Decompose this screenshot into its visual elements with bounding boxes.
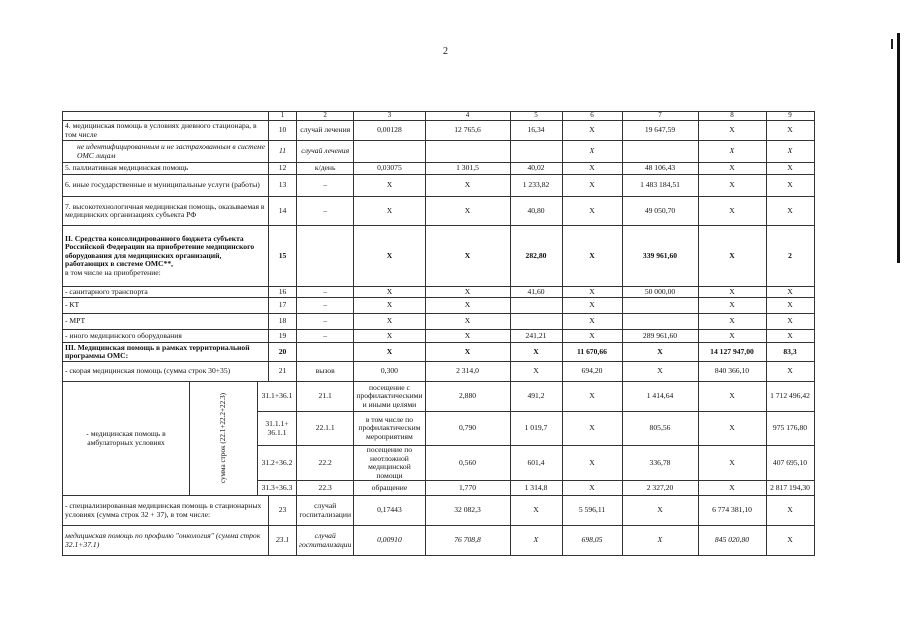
- cell: 6 774 381,10: [698, 496, 766, 526]
- vertical-sum-label: [190, 382, 258, 496]
- cell: 31.1+36.1: [258, 382, 297, 412]
- cell: X: [698, 197, 766, 226]
- cell: 2 817 194,30: [766, 481, 814, 496]
- cell: X: [698, 141, 766, 163]
- table-row: [63, 496, 815, 526]
- header-cell: 7: [622, 112, 698, 121]
- cell: 1 712 496,42: [766, 382, 814, 412]
- cell: X: [766, 175, 814, 197]
- cell: 21.1: [297, 382, 354, 412]
- cell: 10: [269, 121, 297, 141]
- row-name: - МРТ: [63, 314, 269, 330]
- row-name: - КТ: [63, 298, 269, 314]
- cell: 16: [269, 287, 297, 298]
- cell: X: [562, 481, 622, 496]
- row-name: [63, 226, 269, 287]
- header-cell-name: [63, 112, 269, 121]
- cell: посещение с профилактическими и иными целями: [354, 382, 425, 412]
- cell: X: [698, 412, 766, 446]
- cell: X: [698, 121, 766, 141]
- cell: X: [354, 226, 425, 287]
- table-row: [63, 362, 815, 382]
- table-row: [63, 330, 815, 343]
- table-row: [63, 343, 815, 362]
- cell: 49 050,70: [622, 197, 698, 226]
- header-row: [63, 112, 815, 121]
- cell: [622, 141, 698, 163]
- row-name: - специализированная медицинская помощь в стационарных условиях (сумма строк 32 + 37), в том числе:: [63, 496, 269, 526]
- table-row: [63, 382, 815, 412]
- cell: 0,00910: [354, 526, 425, 556]
- table-row: [63, 163, 815, 175]
- row-name: - иного медицинского оборудования: [63, 330, 269, 343]
- table-row: [63, 175, 815, 197]
- cell: случай госпитализации: [297, 526, 354, 556]
- cell: X: [698, 446, 766, 481]
- cell: обращение: [354, 481, 425, 496]
- cell: 1 301,5: [425, 163, 510, 175]
- cell: X: [766, 362, 814, 382]
- cell: –: [297, 314, 354, 330]
- cell: 694,20: [562, 362, 622, 382]
- cell: 241,21: [510, 330, 562, 343]
- table-row: [63, 287, 815, 298]
- cell: посещение по неотложной медицинской помощи: [354, 446, 425, 481]
- cell: 23.1: [269, 526, 297, 556]
- cell: X: [766, 121, 814, 141]
- scan-edge-mark: [897, 33, 900, 263]
- cell: [425, 141, 510, 163]
- cell: 15: [269, 226, 297, 287]
- cell: X: [562, 412, 622, 446]
- section-subtitle: в том числе на приобретение:: [65, 267, 161, 277]
- row-name: 5. паллиативная медицинская помощь: [63, 163, 269, 175]
- cell: X: [562, 197, 622, 226]
- header-cell: 5: [510, 112, 562, 121]
- cell: 845 020,80: [698, 526, 766, 556]
- cell: 282,80: [510, 226, 562, 287]
- cell: 14 127 947,00: [698, 343, 766, 362]
- cell: X: [698, 481, 766, 496]
- cell: 83,3: [766, 343, 814, 362]
- cell: 19 647,59: [622, 121, 698, 141]
- cell: X: [425, 197, 510, 226]
- cell: –: [297, 298, 354, 314]
- header-cell: 4: [425, 112, 510, 121]
- cell: X: [622, 496, 698, 526]
- cell: X: [766, 314, 814, 330]
- cell: 407 695,10: [766, 446, 814, 481]
- cell: 2 327,20: [622, 481, 698, 496]
- cell: X: [622, 343, 698, 362]
- table-row: [63, 314, 815, 330]
- header-cell: 9: [766, 112, 814, 121]
- cell: 41,60: [510, 287, 562, 298]
- cell: 12 765,6: [425, 121, 510, 141]
- cell: 698,05: [562, 526, 622, 556]
- cell: X: [766, 287, 814, 298]
- cell: X: [766, 141, 814, 163]
- cell: X: [354, 287, 425, 298]
- row-name: - санитарного транспорта: [63, 287, 269, 298]
- cell: 32 082,3: [425, 496, 510, 526]
- cell: к/день: [297, 163, 354, 175]
- cell: X: [510, 343, 562, 362]
- cell: X: [425, 343, 510, 362]
- cell: X: [698, 163, 766, 175]
- cell: X: [698, 382, 766, 412]
- cell: 48 106,43: [622, 163, 698, 175]
- cell: 50 000,00: [622, 287, 698, 298]
- cell: 975 176,80: [766, 412, 814, 446]
- cell: 31.3+36.3: [258, 481, 297, 496]
- cell: 0,00128: [354, 121, 425, 141]
- cell: [297, 343, 354, 362]
- cell: 1 414,64: [622, 382, 698, 412]
- cell: [510, 141, 562, 163]
- page-number: 2: [443, 46, 448, 57]
- cell: X: [562, 314, 622, 330]
- table-row: [63, 526, 815, 556]
- cell: X: [425, 314, 510, 330]
- cell: 20: [269, 343, 297, 362]
- cell: X: [622, 526, 698, 556]
- cell: 0,790: [425, 412, 510, 446]
- table-row: [63, 197, 815, 226]
- cell: 491,2: [510, 382, 562, 412]
- cell: 336,78: [622, 446, 698, 481]
- cell: X: [562, 382, 622, 412]
- vertical-sum-text: сумма строк (22.1+22.2+22.3): [219, 393, 228, 484]
- cell: случай лечения: [297, 121, 354, 141]
- cell: X: [562, 298, 622, 314]
- cell: 40,02: [510, 163, 562, 175]
- cell: 289 961,60: [622, 330, 698, 343]
- cell: 0,560: [425, 446, 510, 481]
- cell: X: [562, 141, 622, 163]
- cell: X: [354, 298, 425, 314]
- cell: 2,880: [425, 382, 510, 412]
- cell: X: [698, 298, 766, 314]
- header-cell: 2: [297, 112, 354, 121]
- cell: 22.2: [297, 446, 354, 481]
- cell: 2 314,0: [425, 362, 510, 382]
- cell: X: [562, 287, 622, 298]
- cell: 1 314,8: [510, 481, 562, 496]
- cell: X: [425, 287, 510, 298]
- cell: [510, 314, 562, 330]
- cell: X: [562, 226, 622, 287]
- cell: X: [354, 175, 425, 197]
- cell: 0,03075: [354, 163, 425, 175]
- cell: 339 961,60: [622, 226, 698, 287]
- section-title: II. Средства консолидированного бюджета субъекта Российской Федерации на приобретение медицинского оборудования для медицинских организаций, работающих в системе ОМС**,: [65, 233, 255, 269]
- scan-edge-tick: [891, 39, 893, 49]
- row-name: 6. иные государственные и муниципальные услуги (работы): [63, 175, 269, 197]
- cell: 23: [269, 496, 297, 526]
- cell: 805,56: [622, 412, 698, 446]
- cell: –: [297, 197, 354, 226]
- cell: 22.1.1: [297, 412, 354, 446]
- cell: X: [766, 496, 814, 526]
- row-name: медицинская помощь по профилю "онкология" (сумма строк 32.1+37.1): [63, 526, 269, 556]
- cell: 11: [269, 141, 297, 163]
- cell: 2: [766, 226, 814, 287]
- cell: X: [562, 330, 622, 343]
- row-name: - медицинская помощь в амбулаторных условиях: [63, 382, 190, 496]
- cell: 14: [269, 197, 297, 226]
- cell: 12: [269, 163, 297, 175]
- cell: 76 708,8: [425, 526, 510, 556]
- cell: X: [562, 175, 622, 197]
- cell: в том числе по профилактическим мероприятиям: [354, 412, 425, 446]
- cell: X: [698, 175, 766, 197]
- row-name: 4. медицинская помощь в условиях дневного стационара, в том числе: [63, 121, 269, 141]
- cell: 840 366,10: [698, 362, 766, 382]
- cell: X: [354, 330, 425, 343]
- cell: [622, 298, 698, 314]
- cell: X: [425, 175, 510, 197]
- cell: X: [425, 298, 510, 314]
- cell: X: [766, 197, 814, 226]
- cell: X: [698, 226, 766, 287]
- cell: 18: [269, 314, 297, 330]
- header-cell: 6: [562, 112, 622, 121]
- cell: 11 670,66: [562, 343, 622, 362]
- cell: X: [698, 287, 766, 298]
- cell: X: [698, 314, 766, 330]
- cell: 21: [269, 362, 297, 382]
- cell: случай госпитализации: [297, 496, 354, 526]
- table-row: [63, 121, 815, 141]
- cell: [354, 141, 425, 163]
- cell: 22.3: [297, 481, 354, 496]
- cell: 0,17443: [354, 496, 425, 526]
- cell: 31.1.1+ 36.1.1: [258, 412, 297, 446]
- cell: [622, 314, 698, 330]
- table-row: [63, 298, 815, 314]
- cell: вызов: [297, 362, 354, 382]
- table-row: [63, 226, 815, 287]
- cell: X: [354, 197, 425, 226]
- cell: X: [698, 330, 766, 343]
- cell: –: [297, 330, 354, 343]
- cell: 16,34: [510, 121, 562, 141]
- cell: X: [766, 526, 814, 556]
- cell: 0,300: [354, 362, 425, 382]
- row-name: III. Медицинская помощь в рамках территориальной программы ОМС:: [63, 343, 269, 362]
- cell: –: [297, 287, 354, 298]
- cell: 1,770: [425, 481, 510, 496]
- header-cell: 8: [698, 112, 766, 121]
- cell: 13: [269, 175, 297, 197]
- row-name: не идентифицированным и не застрахованным в системе ОМС лицам: [63, 141, 269, 163]
- row-name: - скорая медицинская помощь (сумма строк 30+35): [63, 362, 269, 382]
- cell: случай лечения: [297, 141, 354, 163]
- cell: X: [354, 314, 425, 330]
- cell: X: [562, 121, 622, 141]
- cell: [297, 226, 354, 287]
- header-cell: 3: [354, 112, 425, 121]
- table-row: [63, 141, 815, 163]
- cell: X: [510, 526, 562, 556]
- cell: 1 483 184,51: [622, 175, 698, 197]
- cell: X: [425, 226, 510, 287]
- cell: X: [562, 446, 622, 481]
- cell: 5 596,11: [562, 496, 622, 526]
- cell: 1 019,7: [510, 412, 562, 446]
- cell: –: [297, 175, 354, 197]
- row-name: 7. высокотехнологичная медицинская помощь, оказываемая в медицинских организациях субъекта РФ: [63, 197, 269, 226]
- cell: X: [510, 362, 562, 382]
- cell: X: [622, 362, 698, 382]
- cell: X: [766, 298, 814, 314]
- header-cell: 1: [269, 112, 297, 121]
- cell: 31.2+36.2: [258, 446, 297, 481]
- cell: X: [354, 343, 425, 362]
- cell: [510, 298, 562, 314]
- cell: X: [766, 163, 814, 175]
- financial-table: [62, 111, 815, 556]
- cell: 1 233,82: [510, 175, 562, 197]
- cell: 601,4: [510, 446, 562, 481]
- cell: 19: [269, 330, 297, 343]
- cell: 40,80: [510, 197, 562, 226]
- cell: X: [766, 330, 814, 343]
- cell: X: [510, 496, 562, 526]
- cell: X: [562, 163, 622, 175]
- cell: X: [425, 330, 510, 343]
- cell: 17: [269, 298, 297, 314]
